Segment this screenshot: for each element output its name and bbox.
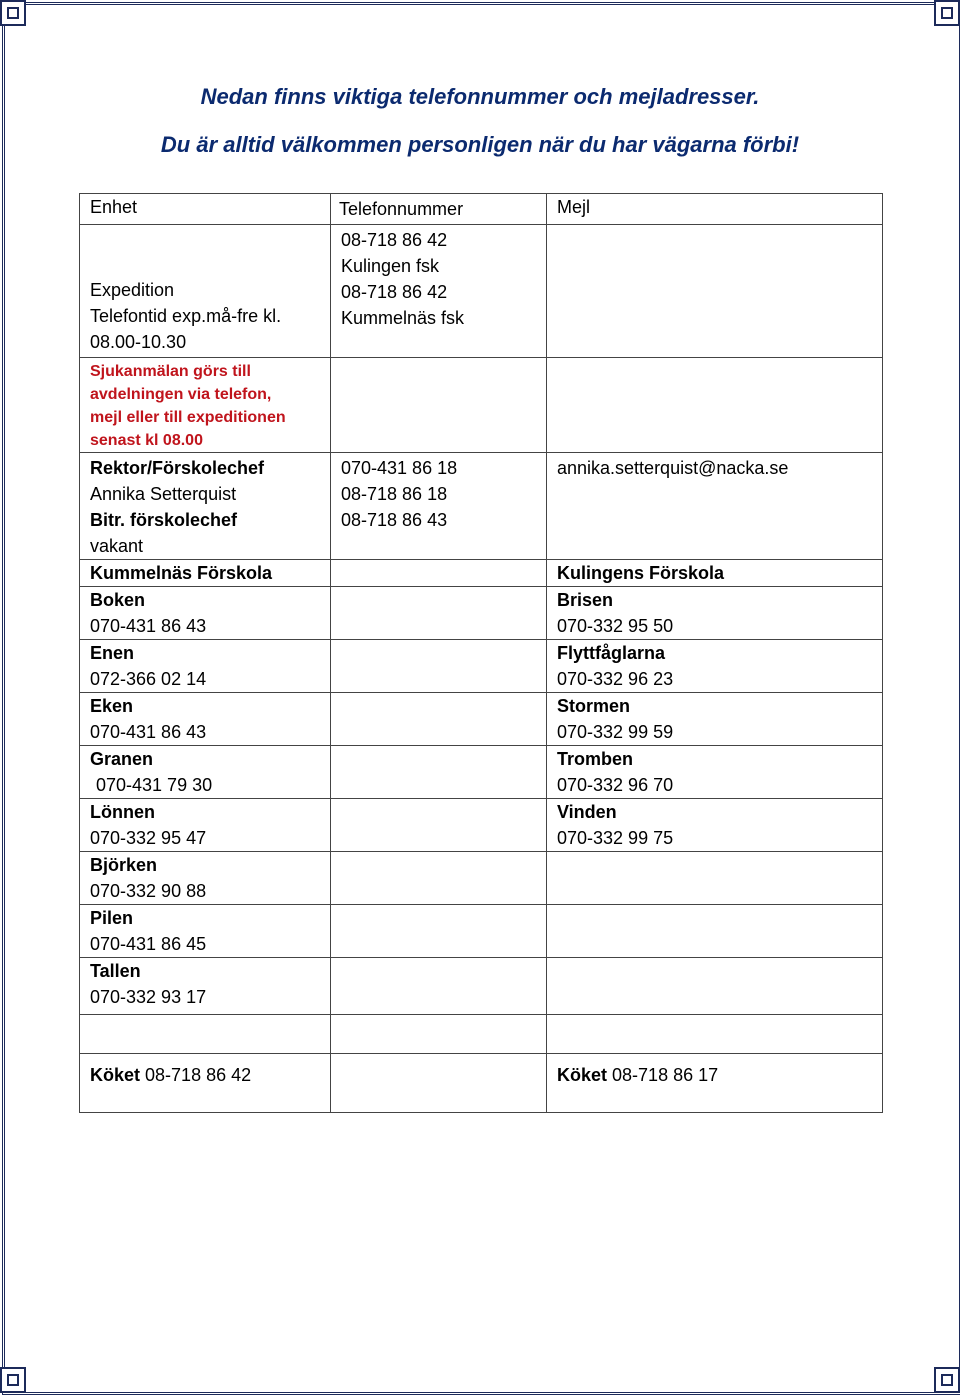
heading-line-1: Nedan finns viktiga telefonnummer och mejladresser. xyxy=(200,84,760,109)
sick-note-mail-cell xyxy=(547,358,883,453)
corner-ornament xyxy=(0,0,26,26)
management-cell xyxy=(80,453,331,560)
group-phone[interactable]: 070-332 99 59 xyxy=(557,722,674,742)
group-spacer xyxy=(331,958,547,1015)
kitchen-phone[interactable]: 08-718 86 17 xyxy=(612,1065,719,1085)
header-phone: Telefonnummer xyxy=(331,194,547,225)
kulingen-empty xyxy=(547,852,883,905)
rector-name: Annika Setterquist xyxy=(90,484,237,504)
kummelnas-title: Kummelnäs Förskola xyxy=(80,560,331,587)
spacer-row xyxy=(80,1015,883,1054)
group-name: Pilen xyxy=(90,908,134,928)
sick-note-row xyxy=(80,358,883,453)
kulingen-empty xyxy=(547,905,883,958)
kummelnas-group xyxy=(80,905,331,958)
kitchen-label: Köket xyxy=(90,1065,141,1085)
expedition-cell xyxy=(80,225,331,358)
rector-phone[interactable]: 08-718 86 18 xyxy=(341,484,448,504)
kummelnas-group xyxy=(80,640,331,693)
expedition-phone-label-2: Kummelnäs fsk xyxy=(341,308,465,328)
header-unit: Enhet xyxy=(80,194,331,225)
header-row xyxy=(80,194,883,225)
kummelnas-group xyxy=(80,852,331,905)
group-phone[interactable]: 070-332 96 70 xyxy=(557,775,674,795)
group-name: Brisen xyxy=(557,590,614,610)
spacer-cell xyxy=(331,1015,547,1054)
rector-email-link[interactable]: annika.setterquist@nacka.se xyxy=(557,458,789,478)
deputy-phone[interactable]: 08-718 86 43 xyxy=(341,510,448,530)
group-spacer xyxy=(331,799,547,852)
kitchen-row xyxy=(80,1054,883,1113)
kummelnas-group xyxy=(80,958,331,1015)
management-row xyxy=(80,453,883,560)
group-phone[interactable]: 070-332 90 88 xyxy=(90,881,207,901)
group-row xyxy=(80,746,883,799)
expedition-mail-cell xyxy=(547,225,883,358)
group-name: Björken xyxy=(90,855,158,875)
expedition-name: Expedition xyxy=(90,280,175,300)
corner-ornament xyxy=(0,1367,26,1393)
sick-note-line: mejl eller till expeditionen xyxy=(90,409,286,426)
kummelnas-group xyxy=(80,587,331,640)
corner-ornament xyxy=(934,1367,960,1393)
group-row xyxy=(80,587,883,640)
kulingen-group xyxy=(547,587,883,640)
expedition-hours-1: Telefontid exp.må-fre kl. xyxy=(90,306,282,326)
group-spacer xyxy=(331,746,547,799)
kummelnas-kitchen xyxy=(80,1054,331,1113)
group-phone[interactable]: 070-431 86 43 xyxy=(90,616,207,636)
group-phone[interactable]: 070-332 96 23 xyxy=(557,669,674,689)
expedition-phone-label-1: Kulingen fsk xyxy=(341,256,440,276)
kulingen-kitchen xyxy=(547,1054,883,1113)
kulingen-group xyxy=(547,746,883,799)
expedition-phone-1[interactable]: 08-718 86 42 xyxy=(341,230,448,250)
kitchen-spacer xyxy=(331,1054,547,1113)
group-phone[interactable]: 070-332 95 47 xyxy=(90,828,207,848)
group-row xyxy=(80,905,883,958)
sick-note-line: avdelningen via telefon, xyxy=(90,386,272,403)
group-name: Eken xyxy=(90,696,134,716)
sick-note-line: Sjukanmälan görs till xyxy=(90,363,251,380)
group-name: Enen xyxy=(90,643,135,663)
group-row xyxy=(80,852,883,905)
management-phones-cell xyxy=(331,453,547,560)
rector-mobile[interactable]: 070-431 86 18 xyxy=(341,458,458,478)
kummelnas-group xyxy=(80,746,331,799)
kulingen-empty xyxy=(547,958,883,1015)
group-name: Vinden xyxy=(557,802,617,822)
expedition-phone-2[interactable]: 08-718 86 42 xyxy=(341,282,448,302)
rector-title: Rektor/Förskolechef xyxy=(90,458,265,478)
expedition-row xyxy=(80,225,883,358)
preschool-title-spacer xyxy=(331,560,547,587)
kulingen-title: Kulingens Förskola xyxy=(547,560,883,587)
group-spacer xyxy=(331,587,547,640)
group-phone[interactable]: 070-332 95 50 xyxy=(557,616,674,636)
group-spacer xyxy=(331,693,547,746)
sick-note-cell xyxy=(80,358,331,453)
kummelnas-group xyxy=(80,799,331,852)
deputy-title: Bitr. förskolechef xyxy=(90,510,238,530)
group-name: Lönnen xyxy=(90,802,155,822)
spacer-cell xyxy=(80,1015,331,1054)
group-row xyxy=(80,799,883,852)
spacer-cell xyxy=(547,1015,883,1054)
group-name: Boken xyxy=(90,590,146,610)
sick-note-phone-cell xyxy=(331,358,547,453)
group-spacer xyxy=(331,852,547,905)
group-name: Granen xyxy=(90,749,154,769)
group-phone[interactable]: 070-332 93 17 xyxy=(90,987,207,1007)
corner-ornament xyxy=(934,0,960,26)
group-name: Tromben xyxy=(557,749,634,769)
group-row xyxy=(80,958,883,1015)
group-phone[interactable]: 072-366 02 14 xyxy=(90,669,207,689)
group-spacer xyxy=(331,905,547,958)
header-mail: Mejl xyxy=(547,194,883,225)
group-name: Flyttfåglarna xyxy=(557,643,666,663)
heading-line-2: Du är alltid välkommen personligen när du har vägarna förbi! xyxy=(160,132,800,157)
group-spacer xyxy=(331,640,547,693)
preschool-title-row xyxy=(80,560,883,587)
group-phone[interactable]: 070-332 99 75 xyxy=(557,828,674,848)
kitchen-phone[interactable]: 08-718 86 42 xyxy=(145,1065,252,1085)
expedition-phones-cell xyxy=(331,225,547,358)
group-row xyxy=(80,640,883,693)
sick-note-line: senast kl 08.00 xyxy=(90,432,203,449)
kulingen-group xyxy=(547,799,883,852)
group-phone[interactable]: 070-431 79 30 xyxy=(96,775,213,795)
deputy-name: vakant xyxy=(90,536,144,556)
group-name: Tallen xyxy=(90,961,141,981)
group-phone[interactable]: 070-431 86 43 xyxy=(90,722,207,742)
management-mail-cell xyxy=(547,453,883,560)
kulingen-group xyxy=(547,640,883,693)
group-phone[interactable]: 070-431 86 45 xyxy=(90,934,207,954)
group-name: Stormen xyxy=(557,696,631,716)
kitchen-label: Köket xyxy=(557,1065,608,1085)
kulingen-group xyxy=(547,693,883,746)
group-row xyxy=(80,693,883,746)
expedition-hours-2: 08.00-10.30 xyxy=(90,332,187,352)
contact-table xyxy=(79,193,883,1113)
kummelnas-group xyxy=(80,693,331,746)
